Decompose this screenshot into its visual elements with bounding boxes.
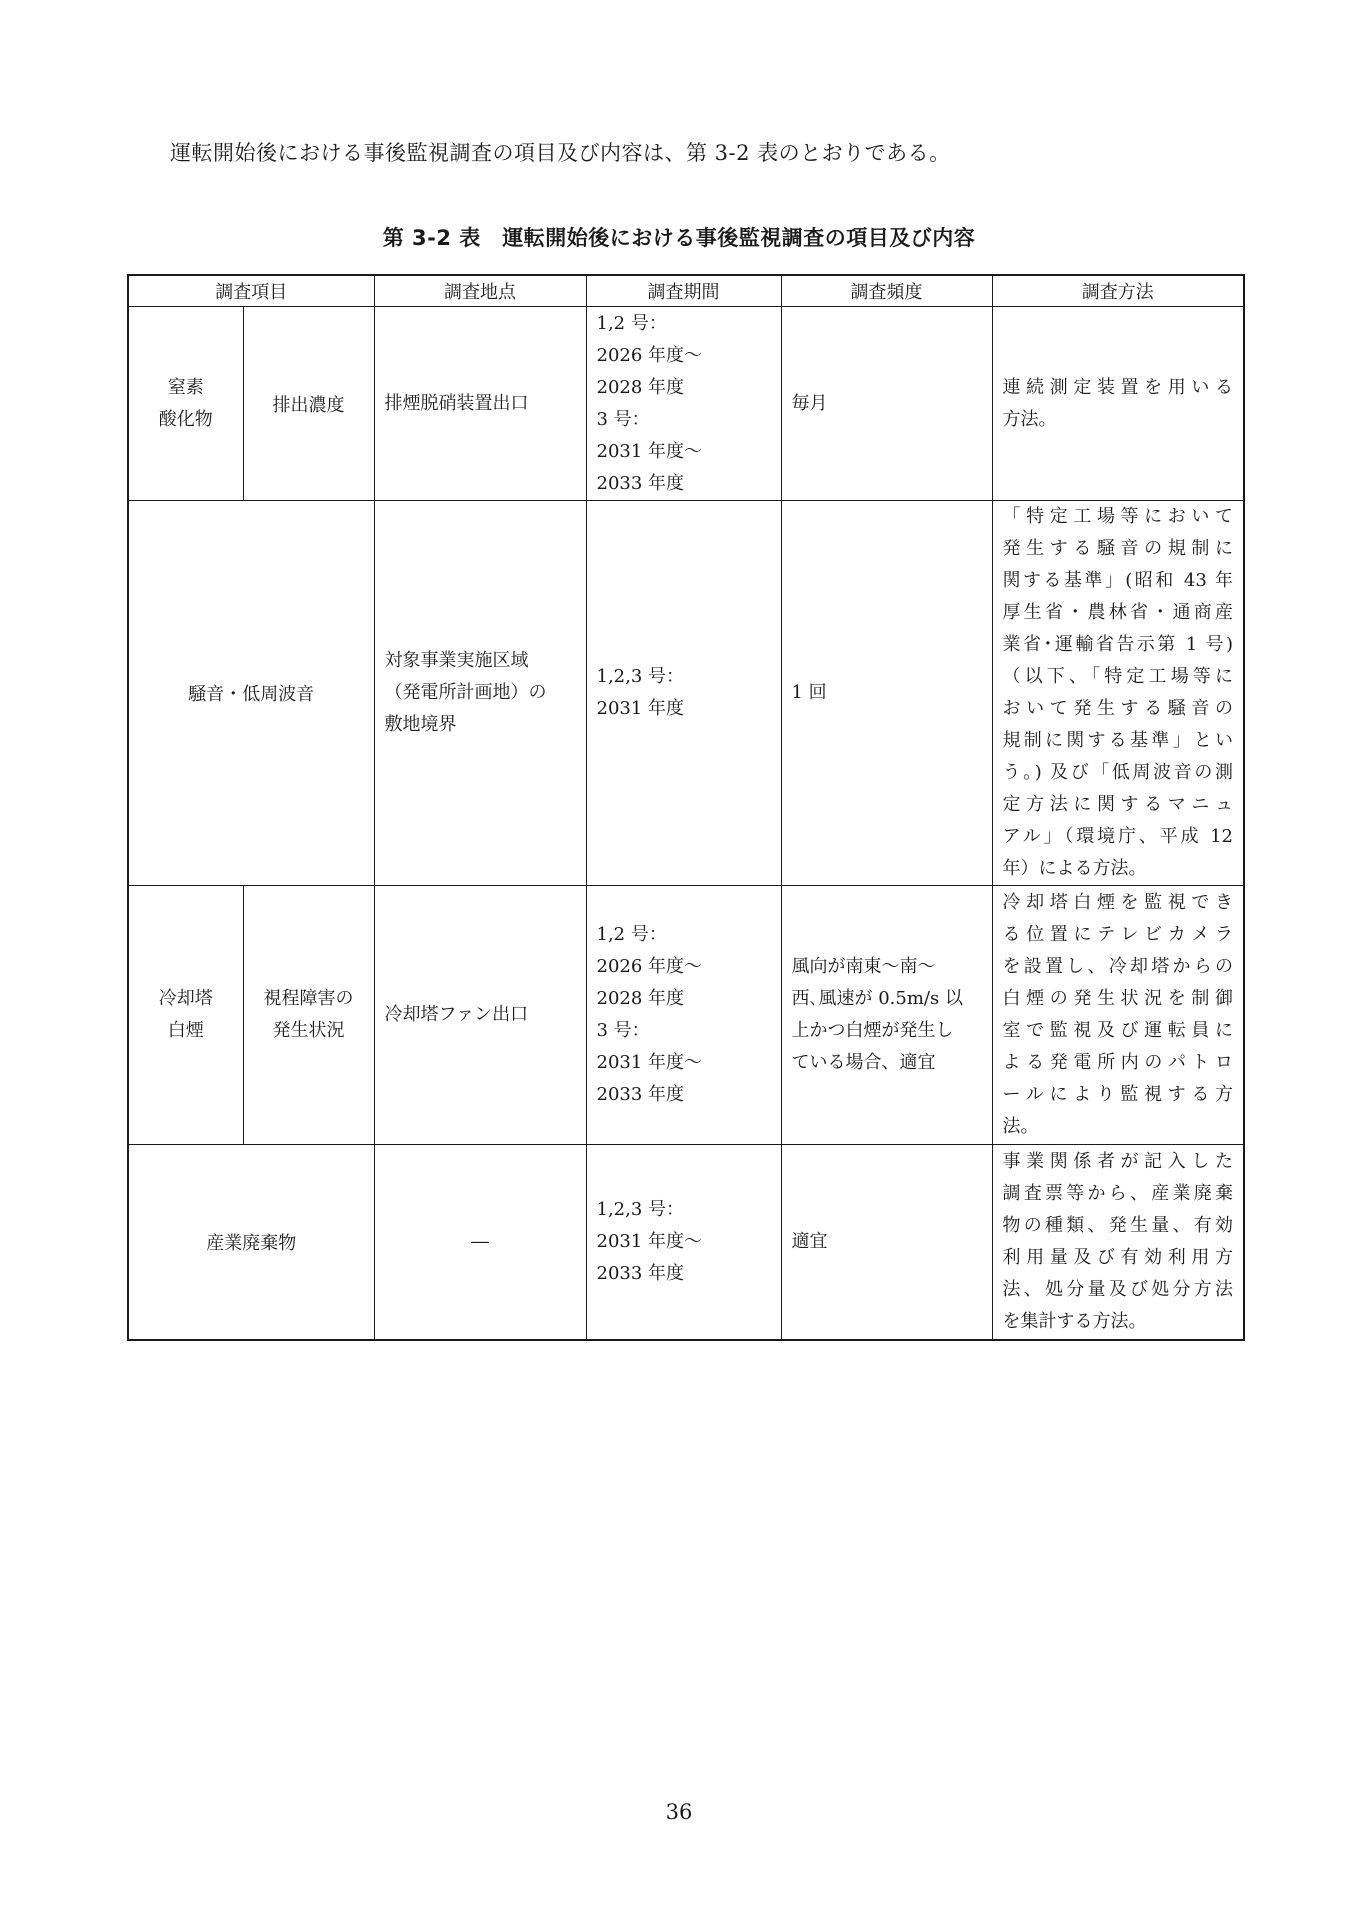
table-row-waste <box>128 1145 1244 1340</box>
cell-subitem-plume: 視程障害の 発生状況 <box>243 886 374 1145</box>
header-location: 調査地点 <box>374 275 586 307</box>
cell-item-noise: 騒音・低周波音 <box>128 501 374 886</box>
intro-paragraph: 運転開始後における事後監視調査の項目及び内容は、第 3-2 表のとおりである。 <box>170 141 951 165</box>
header-frequency: 調査頻度 <box>781 275 992 307</box>
cell-method-noise: 「特定工場等において 発生する騒音の規制に 関する基準」(昭和 43 年 厚生省・農林省・通商産 業省･運輸省告示第 1 号) （以下、「特定工場等に おいて発生する騒音の 規制に関する基準」とい う。) 及び「低周波音の測 定方法に関するマニュ アル」（環境庁、平成 12 年）による方法。 <box>992 501 1244 886</box>
cell-frequency-waste: 適宜 <box>781 1145 992 1340</box>
cell-item-plume: 冷却塔 白煙 <box>128 886 243 1145</box>
cell-location-nox: 排煙脱硝装置出口 <box>374 307 586 501</box>
cell-method-nox: 連続測定装置を用いる 方法。 <box>992 307 1244 501</box>
cell-subitem-nox: 排出濃度 <box>243 307 374 501</box>
cell-method-waste: 事業関係者が記入した 調査票等から、産業廃棄 物の種類、発生量、有効 利用量及び有効利用方 法、処分量及び処分方法 を集計する方法。 <box>992 1145 1244 1340</box>
header-period: 調査期間 <box>586 275 781 307</box>
cell-period-nox: 1,2 号： 2026 年度～ 2028 年度 3 号： 2031 年度～ 2033 年度 <box>586 307 781 501</box>
table-header-row <box>128 275 1244 307</box>
cell-period-waste: 1,2,3 号： 2031 年度～ 2033 年度 <box>586 1145 781 1340</box>
cell-item-waste: 産業廃棄物 <box>128 1145 374 1340</box>
cell-frequency-nox: 毎月 <box>781 307 992 501</box>
cell-method-plume: 冷却塔白煙を監視でき る位置にテレビカメラ を設置し、冷却塔からの 白煙の発生状況を制御 室で監視及び運転員に よる発電所内のパトロ ールにより監視する方 法。 <box>992 886 1244 1145</box>
table-row-nox <box>128 307 1244 501</box>
cell-frequency-plume: 風向が南東～南～ 西､風速が 0.5m/s 以 上かつ白煙が発生し ている場合、適宜 <box>781 886 992 1145</box>
cell-item-nox: 窒素 酸化物 <box>128 307 243 501</box>
table-row-plume <box>128 886 1244 1145</box>
header-method: 調査方法 <box>992 275 1244 307</box>
header-item: 調査項目 <box>128 275 374 307</box>
cell-period-plume: 1,2 号： 2026 年度～ 2028 年度 3 号： 2031 年度～ 2033 年度 <box>586 886 781 1145</box>
cell-frequency-noise: 1 回 <box>781 501 992 886</box>
cell-location-plume: 冷却塔ファン出口 <box>374 886 586 1145</box>
cell-location-noise: 対象事業実施区域 （発電所計画地）の 敷地境界 <box>374 501 586 886</box>
page-number: 36 <box>665 1800 693 1824</box>
cell-location-waste: ― <box>374 1145 586 1340</box>
cell-period-noise: 1,2,3 号： 2031 年度 <box>586 501 781 886</box>
table-row-noise <box>128 501 1244 886</box>
survey-table <box>127 274 1245 1341</box>
table-caption: 第 3-2 表 運転開始後における事後監視調査の項目及び内容 <box>382 226 976 250</box>
